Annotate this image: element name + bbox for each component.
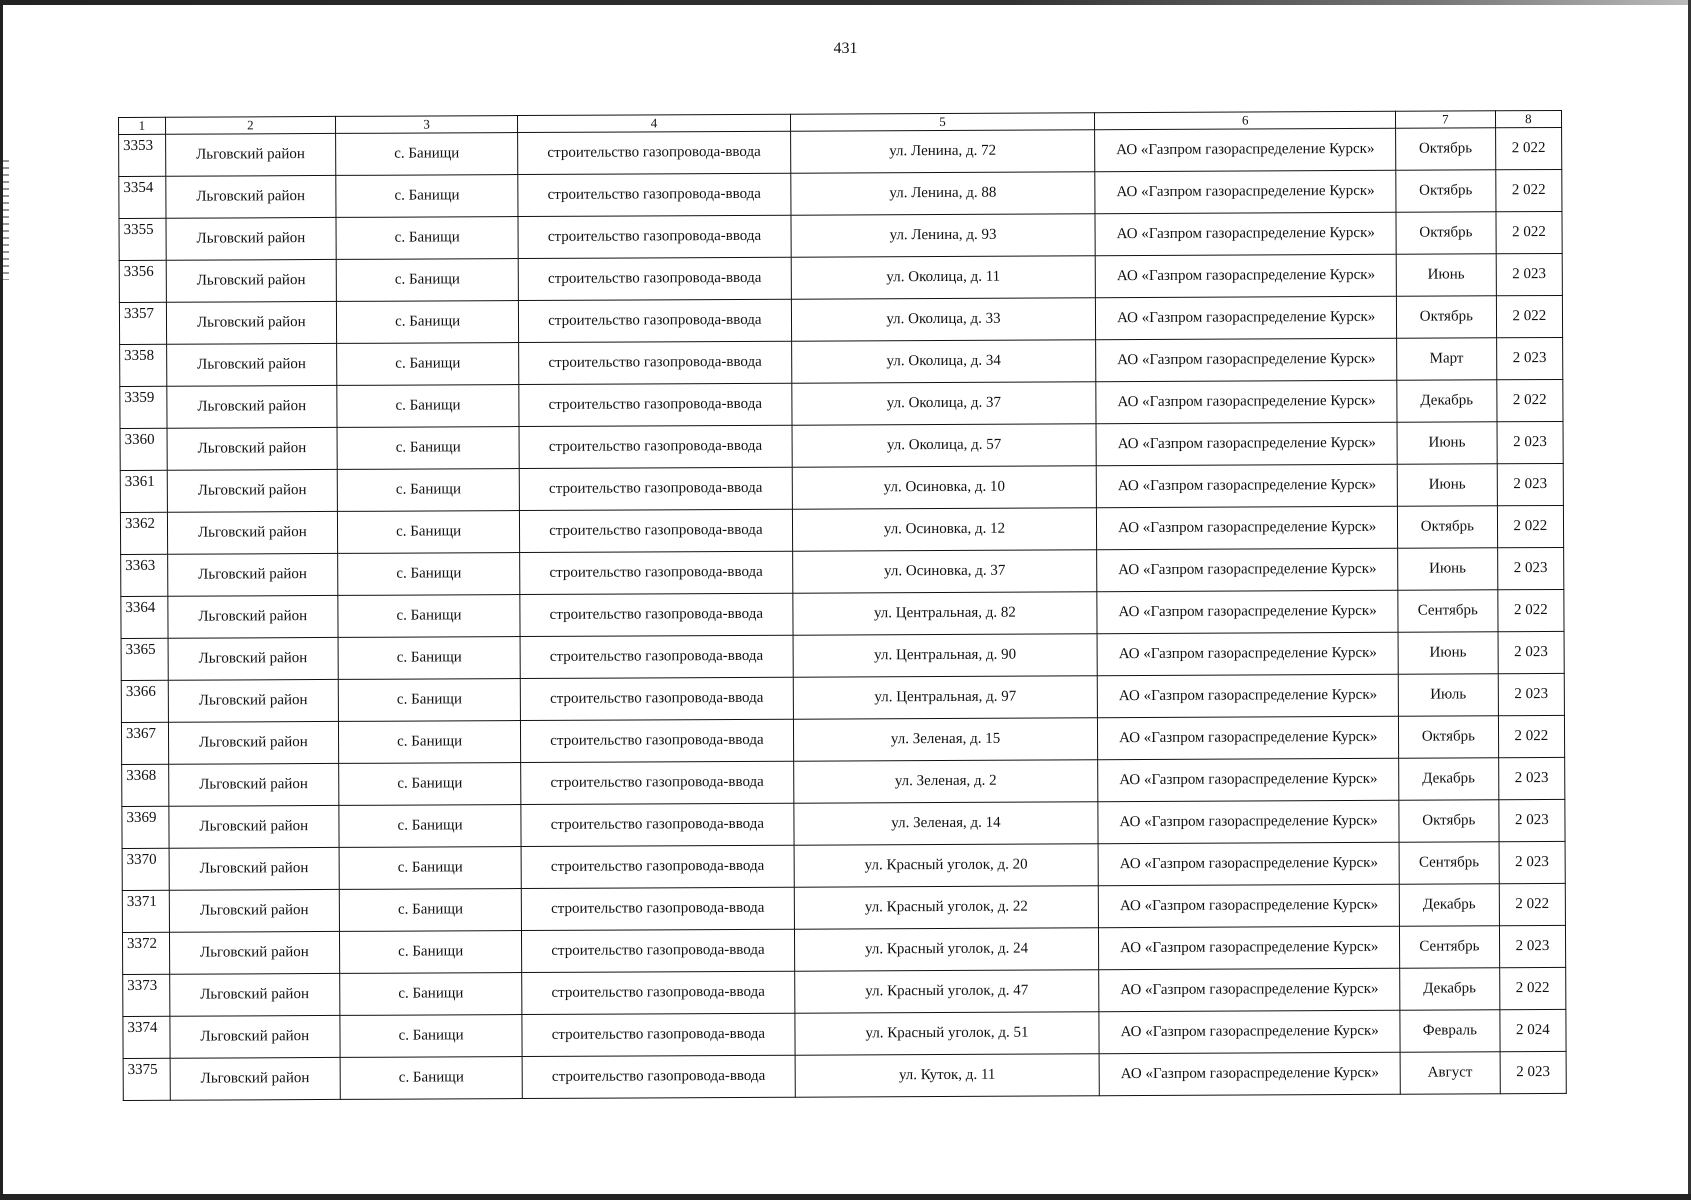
row-number-cell: 3366 (121, 680, 168, 722)
scan-edge-top (0, 0, 1691, 5)
year-cell: 2 023 (1499, 925, 1565, 967)
address-cell: ул. Осиновка, д. 12 (792, 508, 1097, 551)
organization-cell: АО «Газпром газораспределение Курск» (1098, 716, 1399, 759)
district-cell: Льговский район (168, 721, 339, 764)
row-number-cell: 3356 (119, 260, 166, 302)
row-number-cell: 3375 (123, 1058, 170, 1100)
district-cell: Льговский район (168, 679, 339, 722)
row-number-cell: 3363 (121, 554, 168, 596)
address-cell: ул. Красный уголок, д. 24 (794, 928, 1099, 971)
organization-cell: АО «Газпром газораспределение Курск» (1095, 128, 1396, 171)
month-cell: Октябрь (1396, 296, 1496, 338)
district-cell: Льговский район (166, 217, 337, 260)
year-cell: 2 023 (1497, 421, 1563, 463)
row-number-cell: 3364 (121, 596, 168, 638)
work-type-cell: строительство газопровода-ввода (520, 509, 793, 552)
organization-cell: АО «Газпром газораспределение Курск» (1099, 1052, 1400, 1095)
organization-cell: АО «Газпром газораспределение Курск» (1096, 254, 1397, 297)
scan-edge-noise (3, 160, 9, 280)
year-cell: 2 022 (1498, 589, 1564, 631)
work-type-cell: строительство газопровода-ввода (521, 719, 794, 762)
district-cell: Льговский район (169, 805, 340, 848)
work-type-cell: строительство газопровода-ввода (522, 929, 795, 972)
year-cell: 2 023 (1496, 337, 1562, 379)
row-number-cell: 3370 (122, 848, 169, 890)
work-type-cell: строительство газопровода-ввода (519, 383, 792, 426)
organization-cell: АО «Газпром газораспределение Курск» (1097, 632, 1398, 675)
table-row (121, 715, 1564, 764)
district-cell: Льговский район (169, 889, 340, 932)
month-cell: Февраль (1400, 1010, 1500, 1052)
settlement-cell: с. Банищи (340, 973, 522, 1016)
year-cell: 2 023 (1498, 631, 1564, 673)
row-number-cell: 3355 (119, 218, 166, 260)
address-cell: ул. Куток, д. 11 (795, 1054, 1100, 1097)
year-cell: 2 023 (1496, 253, 1562, 295)
district-cell: Льговский район (169, 973, 340, 1016)
work-type-cell: строительство газопровода-ввода (518, 131, 791, 174)
address-cell: ул. Красный уголок, д. 20 (794, 844, 1099, 887)
row-number-cell: 3358 (120, 344, 167, 386)
address-cell: ул. Околица, д. 11 (791, 256, 1096, 299)
district-cell: Льговский район (167, 511, 338, 554)
year-cell: 2 022 (1499, 967, 1565, 1009)
settlement-cell: с. Банищи (339, 889, 521, 932)
row-number-cell: 3354 (119, 176, 166, 218)
column-header: 4 (518, 114, 790, 132)
settlement-cell: с. Банищи (339, 931, 521, 974)
month-cell: Август (1400, 1052, 1500, 1094)
month-cell: Октябрь (1398, 716, 1498, 758)
page-number: 431 (833, 40, 858, 57)
address-cell: ул. Ленина, д. 93 (791, 214, 1096, 257)
table-row (123, 1051, 1566, 1100)
work-type-cell: строительство газопровода-ввода (518, 215, 791, 258)
year-cell: 2 022 (1499, 883, 1565, 925)
year-cell: 2 022 (1495, 127, 1561, 169)
organization-cell: АО «Газпром газораспределение Курск» (1099, 884, 1400, 927)
settlement-cell: с. Банищи (338, 679, 520, 722)
settlement-cell: с. Банищи (339, 847, 521, 890)
row-number-cell: 3368 (122, 764, 169, 806)
table-row (123, 967, 1566, 1016)
table-row (119, 295, 1562, 344)
settlement-cell: с. Банищи (336, 259, 518, 302)
address-cell: ул. Ленина, д. 72 (790, 130, 1095, 173)
district-cell: Льговский район (169, 847, 340, 890)
work-type-cell: строительство газопровода-ввода (522, 971, 795, 1014)
work-type-cell: строительство газопровода-ввода (520, 593, 793, 636)
address-cell: ул. Красный уголок, д. 47 (794, 970, 1099, 1013)
district-cell: Льговский район (165, 133, 336, 176)
settlement-cell: с. Банищи (336, 133, 518, 176)
document-table-container (118, 111, 1562, 1101)
address-cell: ул. Центральная, д. 97 (793, 676, 1098, 719)
month-cell: Сентябрь (1399, 926, 1499, 968)
column-header: 6 (1095, 111, 1396, 129)
table-row (119, 253, 1562, 302)
work-type-cell: строительство газопровода-ввода (521, 761, 794, 804)
work-type-cell: строительство газопровода-ввода (521, 803, 794, 846)
settlement-cell: с. Банищи (337, 427, 519, 470)
address-cell: ул. Околица, д. 57 (792, 424, 1097, 467)
work-type-cell: строительство газопровода-ввода (519, 299, 792, 342)
settlement-cell: с. Банищи (337, 385, 519, 428)
settlement-cell: с. Банищи (339, 805, 521, 848)
year-cell: 2 022 (1496, 211, 1562, 253)
work-type-cell: строительство газопровода-ввода (519, 425, 792, 468)
row-number-cell: 3369 (122, 806, 169, 848)
table-row (121, 589, 1564, 638)
settlement-cell: с. Банищи (339, 763, 521, 806)
month-cell: Июнь (1398, 548, 1498, 590)
work-type-cell: строительство газопровода-ввода (520, 635, 793, 678)
district-cell: Льговский район (170, 1015, 341, 1058)
organization-cell: АО «Газпром газораспределение Курск» (1098, 758, 1399, 801)
month-cell: Сентябрь (1399, 842, 1499, 884)
table-row (122, 757, 1565, 806)
row-number-cell: 3367 (121, 722, 168, 764)
row-number-cell: 3353 (119, 134, 166, 176)
row-number-cell: 3362 (120, 512, 167, 554)
table-row (119, 169, 1562, 218)
table-row (120, 505, 1563, 554)
organization-cell: АО «Газпром газораспределение Курск» (1096, 422, 1397, 465)
row-number-cell: 3374 (123, 1016, 170, 1058)
address-cell: ул. Осиновка, д. 10 (792, 466, 1097, 509)
organization-cell: АО «Газпром газораспределение Курск» (1098, 842, 1399, 885)
year-cell: 2 022 (1497, 505, 1563, 547)
address-cell: ул. Зеленая, д. 14 (793, 802, 1098, 845)
settlement-cell: с. Банищи (336, 175, 518, 218)
address-cell: ул. Околица, д. 33 (791, 298, 1096, 341)
work-type-cell: строительство газопровода-ввода (519, 467, 792, 510)
scan-edge-bottom (0, 1194, 1691, 1200)
address-cell: ул. Околица, д. 34 (791, 340, 1096, 383)
work-type-cell: строительство газопровода-ввода (519, 341, 792, 384)
organization-cell: АО «Газпром газораспределение Курск» (1098, 674, 1399, 717)
table-row (122, 883, 1565, 932)
organization-cell: АО «Газпром газораспределение Курск» (1097, 548, 1398, 591)
year-cell: 2 023 (1498, 673, 1564, 715)
work-type-cell: строительство газопровода-ввода (520, 551, 793, 594)
column-header: 7 (1395, 111, 1495, 128)
table-row (123, 1009, 1566, 1058)
organization-cell: АО «Газпром газораспределение Курск» (1096, 296, 1397, 339)
organization-cell: АО «Газпром газораспределение Курск» (1095, 170, 1396, 213)
settlement-cell: с. Банищи (337, 511, 519, 554)
row-number-cell: 3359 (120, 386, 167, 428)
year-cell: 2 023 (1499, 841, 1565, 883)
row-number-cell: 3360 (120, 428, 167, 470)
month-cell: Октябрь (1397, 506, 1497, 548)
address-cell: ул. Красный уголок, д. 22 (794, 886, 1099, 929)
address-cell: ул. Осиновка, д. 37 (792, 550, 1097, 593)
row-number-cell: 3373 (123, 974, 170, 1016)
district-cell: Льговский район (166, 343, 337, 386)
document-table (118, 110, 1567, 1101)
column-header: 8 (1495, 110, 1561, 127)
month-cell: Декабрь (1397, 380, 1497, 422)
month-cell: Март (1397, 338, 1497, 380)
address-cell: ул. Центральная, д. 82 (792, 592, 1097, 635)
address-cell: ул. Околица, д. 37 (791, 382, 1096, 425)
organization-cell: АО «Газпром газораспределение Курск» (1096, 380, 1397, 423)
year-cell: 2 022 (1497, 379, 1563, 421)
settlement-cell: с. Банищи (340, 1015, 522, 1058)
month-cell: Июнь (1398, 632, 1498, 674)
table-row (121, 547, 1564, 596)
row-number-cell: 3372 (122, 932, 169, 974)
month-cell: Июль (1398, 674, 1498, 716)
settlement-cell: с. Банищи (338, 637, 520, 680)
district-cell: Льговский район (167, 553, 338, 596)
month-cell: Октябрь (1396, 170, 1496, 212)
row-number-cell: 3357 (119, 302, 166, 344)
table-row (121, 673, 1564, 722)
settlement-cell: с. Банищи (336, 301, 518, 344)
district-cell: Льговский район (167, 469, 338, 512)
table-row (120, 463, 1563, 512)
month-cell: Июнь (1397, 464, 1497, 506)
year-cell: 2 023 (1500, 1051, 1566, 1093)
district-cell: Льговский район (167, 595, 338, 638)
year-cell: 2 024 (1500, 1009, 1566, 1051)
year-cell: 2 023 (1498, 757, 1564, 799)
year-cell: 2 023 (1497, 463, 1563, 505)
organization-cell: АО «Газпром газораспределение Курск» (1097, 464, 1398, 507)
table-row (119, 127, 1562, 176)
work-type-cell: строительство газопровода-ввода (520, 677, 793, 720)
month-cell: Июнь (1396, 254, 1496, 296)
district-cell: Льговский район (168, 763, 339, 806)
table-row (122, 925, 1565, 974)
work-type-cell: строительство газопровода-ввода (522, 1013, 795, 1056)
month-cell: Декабрь (1399, 884, 1499, 926)
address-cell: ул. Зеленая, д. 15 (793, 718, 1098, 761)
district-cell: Льговский район (167, 427, 338, 470)
address-cell: ул. Красный уголок, д. 51 (794, 1012, 1099, 1055)
district-cell: Льговский район (165, 175, 336, 218)
organization-cell: АО «Газпром газораспределение Курск» (1099, 968, 1400, 1011)
settlement-cell: с. Банищи (337, 343, 519, 386)
district-cell: Льговский район (166, 385, 337, 428)
month-cell: Октябрь (1396, 212, 1496, 254)
work-type-cell: строительство газопровода-ввода (518, 257, 791, 300)
organization-cell: АО «Газпром газораспределение Курск» (1099, 1010, 1400, 1053)
row-number-cell: 3365 (121, 638, 168, 680)
column-header: 5 (790, 113, 1095, 131)
organization-cell: АО «Газпром газораспределение Курск» (1098, 800, 1399, 843)
column-header: 1 (119, 117, 166, 134)
table-row (120, 421, 1563, 470)
organization-cell: АО «Газпром газораспределение Курск» (1099, 926, 1400, 969)
settlement-cell: с. Банищи (338, 721, 520, 764)
settlement-cell: с. Банищи (340, 1057, 522, 1100)
address-cell: ул. Центральная, д. 90 (793, 634, 1098, 677)
year-cell: 2 022 (1496, 169, 1562, 211)
district-cell: Льговский район (170, 1057, 341, 1100)
month-cell: Декабрь (1400, 968, 1500, 1010)
organization-cell: АО «Газпром газораспределение Курск» (1096, 338, 1397, 381)
district-cell: Льговский район (166, 301, 337, 344)
month-cell: Сентябрь (1398, 590, 1498, 632)
organization-cell: АО «Газпром газораспределение Курск» (1097, 506, 1398, 549)
table-body (119, 127, 1567, 1100)
year-cell: 2 022 (1496, 295, 1562, 337)
year-cell: 2 023 (1497, 547, 1563, 589)
work-type-cell: строительство газопровода-ввода (518, 173, 791, 216)
table-row (120, 337, 1563, 386)
work-type-cell: строительство газопровода-ввода (521, 845, 794, 888)
district-cell: Льговский район (166, 259, 337, 302)
work-type-cell: строительство газопровода-ввода (522, 1055, 795, 1098)
year-cell: 2 022 (1498, 715, 1564, 757)
month-cell: Октябрь (1396, 128, 1496, 170)
district-cell: Льговский район (169, 931, 340, 974)
table-row (119, 211, 1562, 260)
work-type-cell: строительство газопровода-ввода (522, 887, 795, 930)
year-cell: 2 023 (1499, 799, 1565, 841)
settlement-cell: с. Банищи (336, 217, 518, 260)
organization-cell: АО «Газпром газораспределение Курск» (1097, 590, 1398, 633)
settlement-cell: с. Банищи (337, 469, 519, 512)
column-header: 3 (335, 116, 517, 134)
table-row (120, 379, 1563, 428)
table-row (121, 631, 1564, 680)
address-cell: ул. Ленина, д. 88 (790, 172, 1095, 215)
table-row (122, 799, 1565, 848)
row-number-cell: 3371 (122, 890, 169, 932)
district-cell: Льговский район (168, 637, 339, 680)
address-cell: ул. Зеленая, д. 2 (793, 760, 1098, 803)
month-cell: Декабрь (1399, 758, 1499, 800)
settlement-cell: с. Банищи (338, 553, 520, 596)
month-cell: Октябрь (1399, 800, 1499, 842)
organization-cell: АО «Газпром газораспределение Курск» (1095, 212, 1396, 255)
month-cell: Июнь (1397, 422, 1497, 464)
row-number-cell: 3361 (120, 470, 167, 512)
column-header: 2 (165, 116, 335, 134)
table-row (122, 841, 1565, 890)
settlement-cell: с. Банищи (338, 595, 520, 638)
